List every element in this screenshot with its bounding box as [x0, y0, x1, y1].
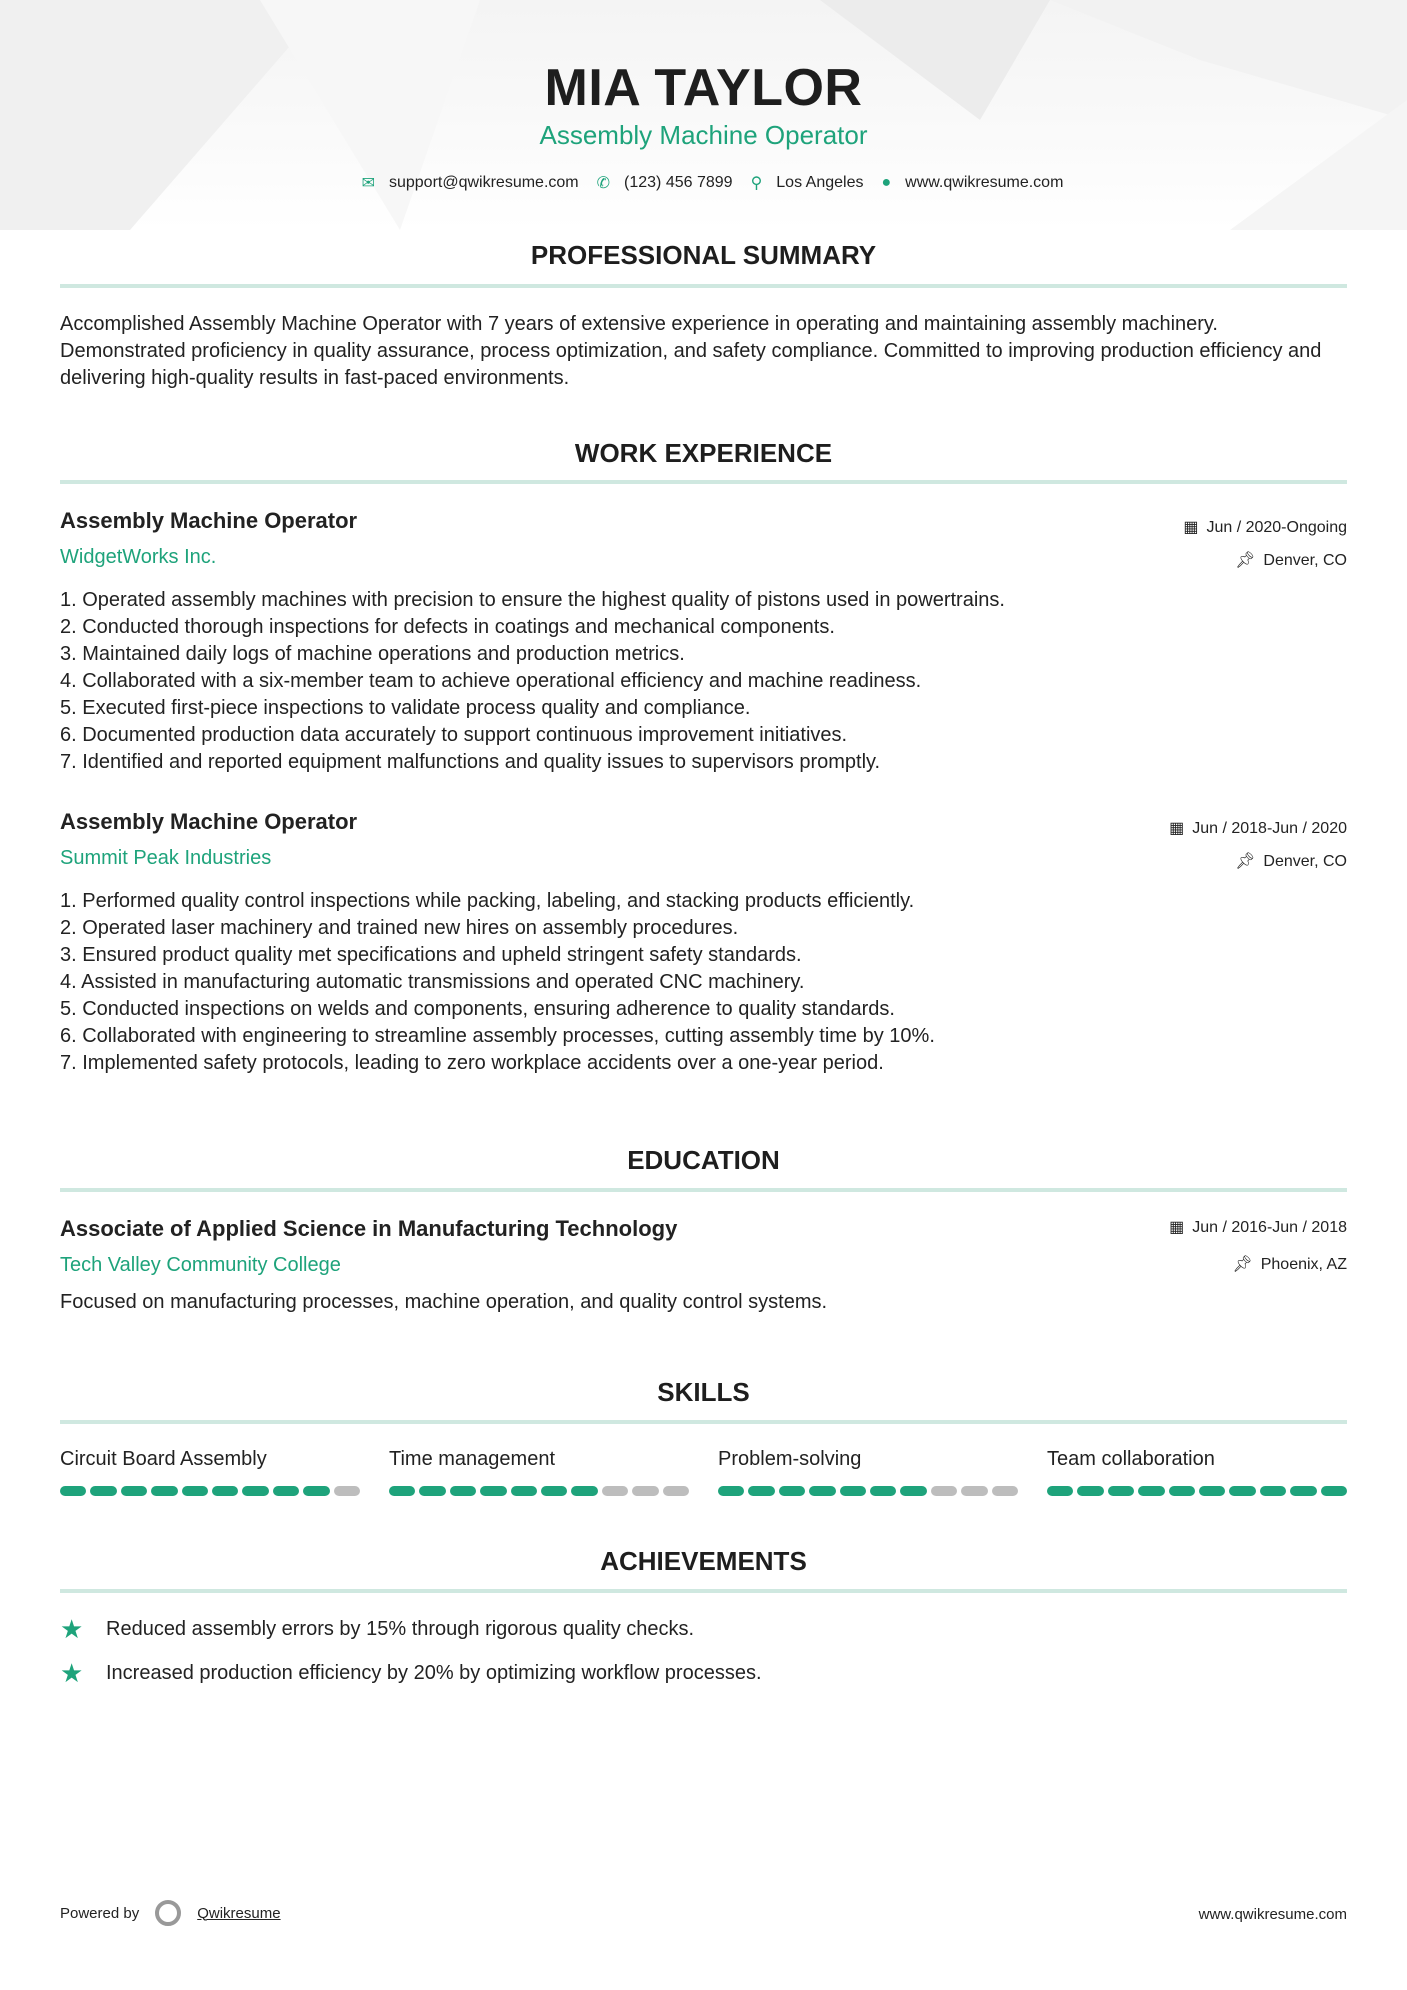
- skill-level-segment: [1138, 1486, 1164, 1496]
- skill-level-segment: [511, 1486, 537, 1496]
- skill-level-segment: [60, 1486, 86, 1496]
- skill-level-bar: [389, 1486, 689, 1496]
- footer-left: [60, 1900, 281, 1926]
- bullet: 1. Performed quality control inspections while packing, labeling, and stacking products efficiently.: [60, 890, 915, 912]
- skill-level-segment: [1108, 1486, 1134, 1496]
- candidate-name: MIA TAYLOR: [544, 59, 863, 117]
- skill-level-segment: [1169, 1486, 1195, 1496]
- skill-level-segment: [541, 1486, 567, 1496]
- bullet: 2. Operated laser machinery and trained new hires on assembly procedures.: [60, 917, 739, 939]
- bullet: 7. Implemented safety protocols, leading to zero workplace accidents over a one-year period.: [60, 1052, 884, 1074]
- skill-level-segment: [571, 1486, 597, 1496]
- phone: (123) 456 7899: [624, 174, 733, 191]
- section-heading-education: EDUCATION: [627, 1145, 780, 1175]
- skill-level-segment: [748, 1486, 774, 1496]
- skill-level-segment: [242, 1486, 268, 1496]
- calendar-icon: ▦: [1169, 820, 1185, 837]
- skill-level-segment: [718, 1486, 744, 1496]
- star-icon: ★: [60, 1658, 84, 1688]
- section-divider: [60, 480, 1347, 484]
- skill-level-segment: [450, 1486, 476, 1496]
- skill-level-segment: [121, 1486, 147, 1496]
- globe-icon: ●: [881, 174, 892, 191]
- location-pin-icon: ⚲: [750, 175, 763, 192]
- location: Los Angeles: [776, 174, 864, 191]
- skill-name: Team collaboration: [1047, 1448, 1215, 1470]
- skill-level-bar: [718, 1486, 1018, 1496]
- job-bullets: [60, 888, 1347, 1077]
- job-location: [1235, 851, 1347, 871]
- skill-name: Time management: [389, 1448, 555, 1470]
- skill-item: [718, 1448, 1018, 1496]
- skill-level-segment: [1077, 1486, 1103, 1496]
- email[interactable]: support@qwikresume.com: [388, 174, 579, 191]
- skill-level-segment: [90, 1486, 116, 1496]
- location-text: Denver, CO: [1263, 552, 1347, 569]
- calendar-icon: ▦: [1183, 519, 1199, 536]
- skill-level-segment: [273, 1486, 299, 1496]
- skill-level-segment: [992, 1486, 1018, 1496]
- dates-text: Jun / 2020-Ongoing: [1206, 519, 1347, 536]
- skill-level-segment: [870, 1486, 896, 1496]
- skill-level-segment: [931, 1486, 957, 1496]
- bullet: 3. Maintained daily logs of machine operations and production metrics.: [60, 643, 685, 665]
- achievement-item: [60, 1614, 694, 1645]
- star-icon: ★: [60, 1614, 84, 1644]
- skill-level-segment: [961, 1486, 987, 1496]
- skill-item: [1047, 1448, 1347, 1496]
- calendar-icon: ▦: [1169, 1219, 1185, 1236]
- school-name: Tech Valley Community College: [60, 1254, 341, 1276]
- section-heading-summary: PROFESSIONAL SUMMARY: [530, 240, 877, 270]
- skill-level-bar: [1047, 1486, 1347, 1496]
- skill-level-segment: [1229, 1486, 1255, 1496]
- section-heading-achievements: ACHIEVEMENTS: [600, 1546, 807, 1576]
- pin-icon: 📌︎: [1232, 1256, 1253, 1273]
- bullet: 2. Conducted thorough inspections for defects in coatings and mechanical components.: [60, 616, 835, 638]
- section-heading-skills: SKILLS: [657, 1377, 750, 1407]
- education-dates: [1169, 1217, 1347, 1237]
- dates-text: Jun / 2016-Jun / 2018: [1192, 1219, 1347, 1236]
- contact-bar: [0, 173, 1407, 193]
- dates-text: Jun / 2018-Jun / 2020: [1192, 820, 1347, 837]
- job-location: [1235, 550, 1347, 570]
- section-divider: [60, 1420, 1347, 1424]
- skill-level-segment: [1260, 1486, 1286, 1496]
- skill-level-segment: [151, 1486, 177, 1496]
- footer-website[interactable]: www.qwikresume.com: [1198, 1906, 1347, 1923]
- skill-level-segment: [1047, 1486, 1073, 1496]
- skill-level-segment: [480, 1486, 506, 1496]
- skill-level-segment: [303, 1486, 329, 1496]
- brand-link[interactable]: Qwikresume: [197, 1904, 281, 1922]
- skill-item: [389, 1448, 689, 1496]
- powered-by-label: Powered by: [60, 1904, 140, 1922]
- skill-level-segment: [1321, 1486, 1347, 1496]
- email-icon: ✉: [361, 175, 375, 192]
- bullet: 5. Executed first-piece inspections to validate process quality and compliance.: [60, 697, 751, 719]
- phone-icon: ✆: [596, 175, 611, 192]
- job-title: Assembly Machine Operator: [60, 809, 358, 834]
- location-text: Denver, CO: [1263, 853, 1347, 870]
- company-name: WidgetWorks Inc.: [60, 546, 217, 568]
- bullet: 4. Assisted in manufacturing automatic transmissions and operated CNC machinery.: [60, 971, 805, 993]
- skill-level-bar: [60, 1486, 360, 1496]
- skill-level-segment: [809, 1486, 835, 1496]
- skill-level-segment: [334, 1486, 360, 1496]
- achievement-text: Increased production efficiency by 20% by optimizing workflow processes.: [106, 1662, 762, 1684]
- skill-item: [60, 1448, 360, 1496]
- skill-level-segment: [1290, 1486, 1316, 1496]
- achievement-item: [60, 1658, 762, 1689]
- pin-icon: 📌︎: [1235, 552, 1256, 569]
- section-divider: [60, 1188, 1347, 1192]
- degree: Associate of Applied Science in Manufacturing Technology: [60, 1216, 678, 1241]
- bullet: 5. Conducted inspections on welds and components, ensuring adherence to quality standards.: [60, 998, 895, 1020]
- pin-icon: 📌︎: [1235, 853, 1256, 870]
- skill-level-segment: [212, 1486, 238, 1496]
- bullet: 3. Ensured product quality met specifications and upheld stringent safety standards.: [60, 944, 802, 966]
- skill-name: Circuit Board Assembly: [60, 1448, 267, 1470]
- job-dates: [1183, 517, 1347, 537]
- education-location: [1232, 1254, 1347, 1274]
- skill-level-segment: [1199, 1486, 1225, 1496]
- website[interactable]: www.qwikresume.com: [905, 174, 1064, 191]
- job-title: Assembly Machine Operator: [60, 508, 358, 533]
- job-bullets: [60, 587, 1347, 776]
- skill-level-segment: [182, 1486, 208, 1496]
- section-heading-work: WORK EXPERIENCE: [574, 438, 833, 468]
- skill-level-segment: [779, 1486, 805, 1496]
- summary-text: Accomplished Assembly Machine Operator with 7 years of extensive experience in operating and maintaining assembly machinery. Demonstrated proficiency in quality assurance, process optimization, and safety compliance. Committed to improving production efficiency and delivering high-quality results in fast-paced environments.: [60, 313, 1322, 389]
- bullet: 4. Collaborated with a six-member team to achieve operational efficiency and machine readiness.: [60, 670, 922, 692]
- section-divider: [60, 284, 1347, 288]
- bullet: 1. Operated assembly machines with precision to ensure the highest quality of pistons used in powertrains.: [60, 589, 1005, 611]
- skill-level-segment: [389, 1486, 415, 1496]
- achievement-text: Reduced assembly errors by 15% through rigorous quality checks.: [106, 1618, 695, 1640]
- bullet: 6. Documented production data accurately to support continuous improvement initiatives.: [60, 724, 848, 746]
- skill-level-segment: [602, 1486, 628, 1496]
- job-dates: [1169, 818, 1347, 838]
- candidate-title: Assembly Machine Operator: [539, 120, 868, 150]
- skill-level-segment: [419, 1486, 445, 1496]
- education-description: Focused on manufacturing processes, machine operation, and quality control systems.: [60, 1291, 828, 1313]
- skill-level-segment: [632, 1486, 658, 1496]
- qwikresume-logo-icon: [155, 1900, 181, 1926]
- skill-name: Problem-solving: [718, 1448, 862, 1470]
- skill-level-segment: [900, 1486, 926, 1496]
- section-divider: [60, 1589, 1347, 1593]
- bullet: 7. Identified and reported equipment malfunctions and quality issues to supervisors promptly.: [60, 751, 881, 773]
- skill-level-segment: [663, 1486, 689, 1496]
- location-text: Phoenix, AZ: [1260, 1256, 1347, 1273]
- skill-level-segment: [840, 1486, 866, 1496]
- bullet: 6. Collaborated with engineering to streamline assembly processes, cutting assembly time by 10%.: [60, 1025, 935, 1047]
- company-name: Summit Peak Industries: [60, 847, 272, 869]
